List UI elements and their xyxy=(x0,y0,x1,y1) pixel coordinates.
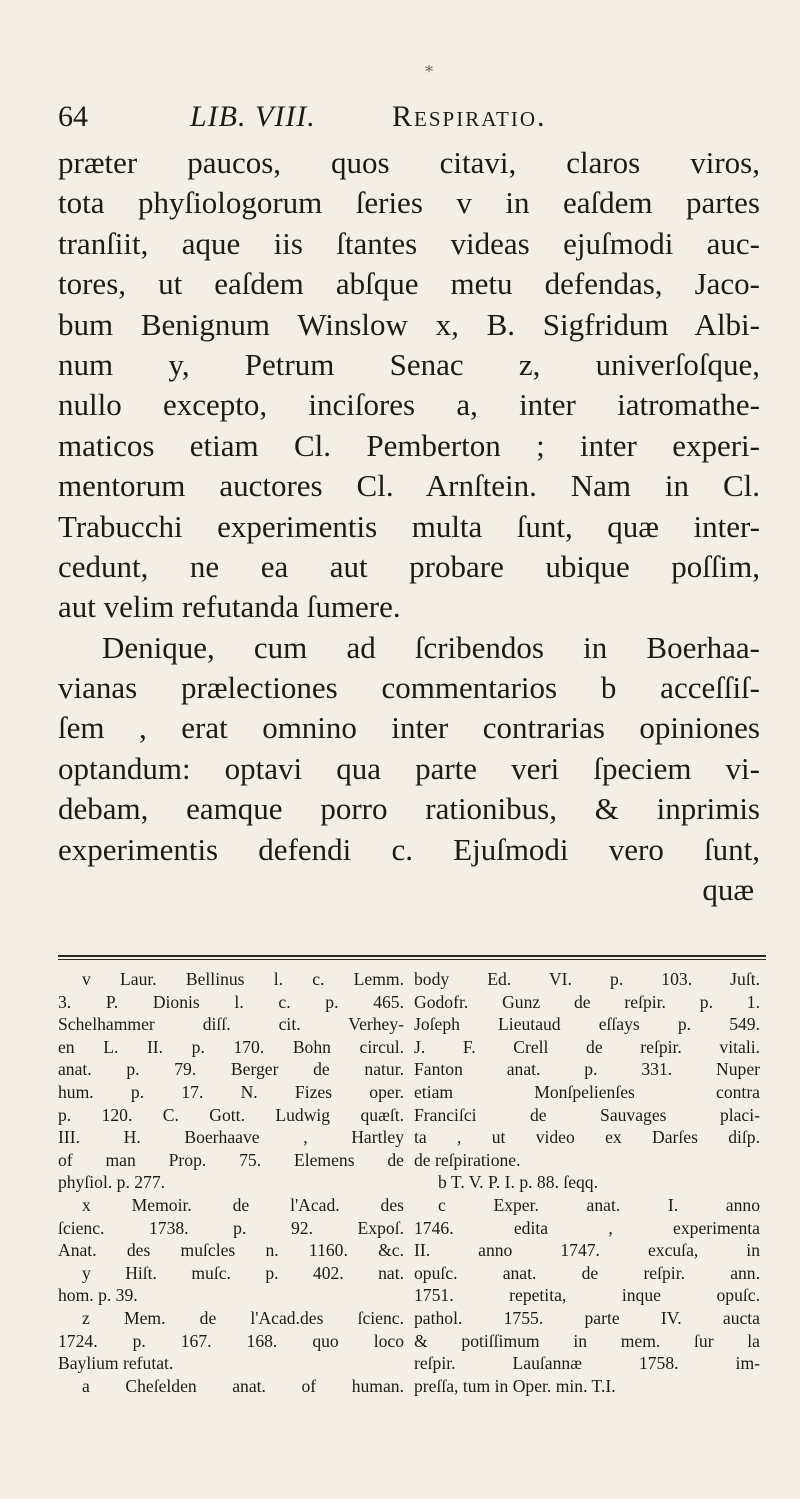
footnote-line: ta , ut video ex Darſes diſp. xyxy=(414,1127,760,1148)
footnote-line: III. H. Boerhaave , Hartley xyxy=(58,1127,404,1148)
ink-mark: * xyxy=(425,62,433,81)
footnote-line: c Exper. anat. I. anno xyxy=(438,1194,760,1215)
footnotes-left-column xyxy=(58,968,404,1397)
footnote-line: Godofr. Gunz de reſpir. p. 1. xyxy=(414,991,760,1012)
running-header xyxy=(58,100,758,140)
footnote-line: body Ed. VI. p. 103. Juſt. xyxy=(414,969,760,989)
text-line: nullo excepto, inciſores a, inter iatromathe- xyxy=(58,387,760,423)
text-line: vianas prӕlectiones commentarios b acceſſiſ- xyxy=(58,670,760,706)
main-text xyxy=(58,143,760,910)
text-line: experimentis defendi c. Ejuſmodi vero ſunt, xyxy=(58,831,760,867)
footnote-line: & potiſſimum in mem. ſur la xyxy=(414,1330,760,1351)
text-line: Denique, cum ad ſcribendos in Boerhaa- xyxy=(102,629,760,665)
footnote-line: Joſeph Lieutaud eſſays p. 549. xyxy=(414,1014,760,1035)
footnote-line: v Laur. Bellinus l. c. Lemm. xyxy=(82,969,404,989)
footnote-line: Baylium refutat. xyxy=(58,1353,174,1374)
footnote-line: ſcienc. 1738. p. 92. Expoſ. xyxy=(58,1217,404,1238)
text-line: tranſiit, aque iis ſtantes videas ejuſmodi auc- xyxy=(58,225,760,261)
text-line: ſem , erat omnino inter contrarias opiniones xyxy=(58,710,760,746)
text-line: num y, Petrum Senac z, univerſoſque, xyxy=(58,346,760,382)
footnote-line: 3. P. Dionis l. c. p. 465. xyxy=(58,991,404,1012)
footnote-line: 1751. repetita, inque opuſc. xyxy=(414,1285,760,1306)
text-line: Trabucchi experimentis multa ſunt, quӕ inter- xyxy=(58,508,760,544)
footnote-line: 1724. p. 167. 168. quo loco xyxy=(58,1330,404,1351)
page-number: 64 xyxy=(58,100,88,133)
footnotes-right-column xyxy=(414,968,760,1397)
footnote-line: Anat. des muſcles n. 1160. &c. xyxy=(58,1240,404,1261)
text-line: debam, eamque porro rationibus, & inprimis xyxy=(58,791,760,827)
footnote-line: en L. II. p. 170. Bohn circul. xyxy=(58,1036,404,1057)
footnote-line: preſſa, tum in Oper. min. T.I. xyxy=(414,1375,616,1396)
text-line: tores, ut eaſdem abſque metu defendas, Jaco- xyxy=(58,266,760,302)
footnote-line: de reſpiratione. xyxy=(414,1149,521,1170)
footnote-line: Franciſci de Sauvages placi- xyxy=(414,1104,760,1125)
footnote-line: Fanton anat. p. 331. Nuper xyxy=(414,1059,760,1080)
footnote-line: reſpir. Lauſannӕ 1758. im- xyxy=(414,1353,760,1374)
footnote-line: hom. p. 39. xyxy=(58,1285,138,1306)
footnote-rule-thin xyxy=(58,959,766,960)
footnote-line: y Hiſt. muſc. p. 402. nat. xyxy=(82,1262,404,1283)
footnote-line: 1746. edita , experimenta xyxy=(414,1217,760,1238)
footnote-line: b T. V. P. I. p. 88. ſeqq. xyxy=(438,1172,598,1193)
chapter-title: Respiratio. xyxy=(392,100,547,133)
book-section: LIB. VIII. xyxy=(190,100,316,133)
footnote-line: z Mem. de l'Acad.des ſcienc. xyxy=(82,1307,404,1328)
text-line: bum Benignum Winslow x, B. Sigfridum Albi- xyxy=(58,306,760,342)
text-line: prӕter paucos, quos citavi, claros viros, xyxy=(58,145,760,180)
footnote-line: x Memoir. de l'Acad. des xyxy=(82,1194,404,1215)
footnote-line: opuſc. anat. de reſpir. ann. xyxy=(414,1262,760,1283)
text-line: cedunt, ne ea aut probare ubique poſſim, xyxy=(58,548,760,584)
footnote-line: etiam Monſpelienſes contra xyxy=(414,1081,760,1102)
footnote-line: a Cheſelden anat. of human. xyxy=(82,1375,404,1396)
footnote-line: phyſiol. p. 277. xyxy=(58,1172,166,1193)
footnote-line: of man Prop. 75. Elemens de xyxy=(58,1149,404,1170)
footnote-line: anat. p. 79. Berger de natur. xyxy=(58,1059,404,1080)
footnote-line: p. 120. C. Gott. Ludwig quӕſt. xyxy=(58,1104,404,1125)
footnote-line: Schelhammer diſſ. cit. Verhey- xyxy=(58,1014,404,1035)
catchword: quӕ xyxy=(702,872,754,908)
text-line: aut velim refutanda ſumere. xyxy=(58,589,401,625)
text-line: maticos etiam Cl. Pemberton ; inter experi- xyxy=(58,427,760,463)
footnote-line: II. anno 1747. excuſa, in xyxy=(414,1240,760,1261)
text-line: mentorum auctores Cl. Arnſtein. Nam in Cl. xyxy=(58,468,760,504)
footnote-line: J. F. Crell de reſpir. vitali. xyxy=(414,1036,760,1057)
footnote-line: hum. p. 17. N. Fizes oper. xyxy=(58,1081,404,1102)
footnote-line: pathol. 1755. parte IV. aucta xyxy=(414,1307,760,1328)
footnote-rule xyxy=(58,955,766,957)
text-line: tota phyſiologorum ſeries v in eaſdem partes xyxy=(58,185,760,221)
text-line: optandum: optavi qua parte veri ſpeciem vi- xyxy=(58,750,760,786)
